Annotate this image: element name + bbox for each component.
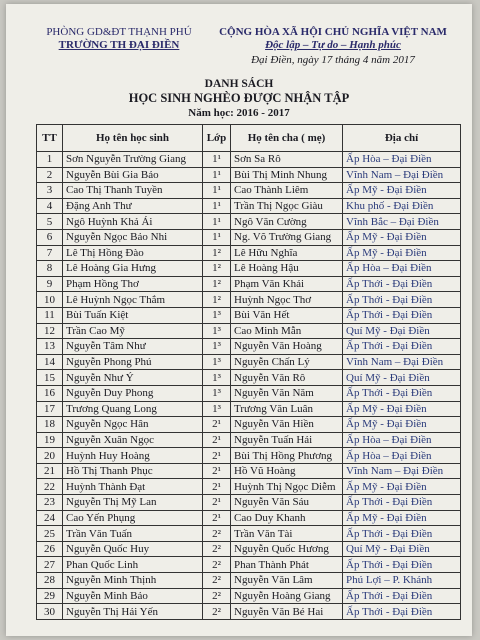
- class-name: 1¹: [203, 198, 231, 214]
- table-row: [37, 245, 461, 261]
- class-name: 1¹: [203, 214, 231, 230]
- parent-name: Nguyễn Tuấn Hải: [231, 432, 343, 448]
- table-row: [37, 198, 461, 214]
- address: Ấp Thới - Đại Điền: [343, 307, 461, 323]
- row-number: 1: [37, 152, 63, 168]
- table-row: [37, 588, 461, 604]
- student-name: Lê Hoàng Gia Hưng: [63, 261, 203, 277]
- parent-name: Cao Minh Mẫn: [231, 323, 343, 339]
- student-name: Nguyễn Minh Bảo: [63, 588, 203, 604]
- address: Ấp Thới - Đại Điền: [343, 526, 461, 542]
- table-row: [37, 385, 461, 401]
- table-row: [37, 510, 461, 526]
- row-number: 23: [37, 495, 63, 511]
- header-right: [202, 26, 464, 67]
- national-motto: Độc lập – Tự do – Hạnh phúc: [265, 39, 401, 51]
- table-header-row: [37, 125, 461, 152]
- parent-name: Nguyễn Quốc Hương: [231, 541, 343, 557]
- address: Khu phố - Đại Điền: [343, 198, 461, 214]
- table-row: [37, 307, 461, 323]
- row-number: 19: [37, 432, 63, 448]
- address: Vĩnh Nam – Đại Điền: [343, 463, 461, 479]
- class-name: 1³: [203, 385, 231, 401]
- table-row: [37, 495, 461, 511]
- col-header-student-name: Họ tên học sinh: [63, 125, 203, 152]
- class-name: 2¹: [203, 417, 231, 433]
- student-name: Nguyễn Xuân Ngọc: [63, 432, 203, 448]
- row-number: 14: [37, 354, 63, 370]
- table-row: [37, 604, 461, 620]
- address: Ấp Thới - Đại Điền: [343, 385, 461, 401]
- class-name: 2²: [203, 526, 231, 542]
- row-number: 24: [37, 510, 63, 526]
- table-row: [37, 229, 461, 245]
- parent-name: Nguyễn Văn Hiền: [231, 417, 343, 433]
- doc-title: DANH SÁCH: [204, 78, 274, 90]
- parent-name: Nguyễn Văn Rô: [231, 370, 343, 386]
- student-name: Nguyễn Ngọc Hân: [63, 417, 203, 433]
- student-name: Cao Thị Thanh Tuyền: [63, 183, 203, 199]
- table-row: [37, 354, 461, 370]
- row-number: 18: [37, 417, 63, 433]
- student-name: Huỳnh Thành Đạt: [63, 479, 203, 495]
- class-name: 2¹: [203, 479, 231, 495]
- student-name: Nguyễn Tâm Như: [63, 339, 203, 355]
- row-number: 16: [37, 385, 63, 401]
- student-name: Phan Quốc Linh: [63, 557, 203, 573]
- table-row: [37, 432, 461, 448]
- row-number: 5: [37, 214, 63, 230]
- parent-name: Bùi Thị Minh Nhung: [231, 167, 343, 183]
- row-number: 25: [37, 526, 63, 542]
- class-name: 2¹: [203, 463, 231, 479]
- row-number: 2: [37, 167, 63, 183]
- col-header-parent-name: Họ tên cha ( mẹ): [231, 125, 343, 152]
- table-row: [37, 214, 461, 230]
- table-row: [37, 557, 461, 573]
- table-row: [37, 183, 461, 199]
- row-number: 8: [37, 261, 63, 277]
- address: Vĩnh Nam – Đại Điền: [343, 354, 461, 370]
- address: Ấp Thới - Đại Điền: [343, 292, 461, 308]
- student-name: Ngô Huỳnh Khả Ái: [63, 214, 203, 230]
- student-name: Cao Yến Phụng: [63, 510, 203, 526]
- school-name: TRƯỜNG TH ĐẠI ĐIỀN: [58, 39, 180, 51]
- class-name: 2¹: [203, 495, 231, 511]
- parent-name: Cao Thành Liêm: [231, 183, 343, 199]
- row-number: 13: [37, 339, 63, 355]
- table-row: [37, 261, 461, 277]
- row-number: 9: [37, 276, 63, 292]
- class-name: 2¹: [203, 510, 231, 526]
- parent-name: Nguyễn Văn Năm: [231, 385, 343, 401]
- address: Quí Mỹ - Đại Điền: [343, 323, 461, 339]
- school-year: Năm học: 2016 - 2017: [188, 107, 290, 119]
- student-name: Lê Huỳnh Ngọc Thắm: [63, 292, 203, 308]
- address: Vĩnh Nam – Đại Điền: [343, 167, 461, 183]
- row-number: 29: [37, 588, 63, 604]
- address: Ấp Mỹ - Đại Điền: [343, 401, 461, 417]
- class-name: 1³: [203, 354, 231, 370]
- class-name: 1³: [203, 307, 231, 323]
- address: Ấp Thới - Đại Điền: [343, 557, 461, 573]
- parent-name: Cao Duy Khanh: [231, 510, 343, 526]
- col-header-address: Địa chỉ: [343, 125, 461, 152]
- class-name: 2²: [203, 557, 231, 573]
- table-row: [37, 448, 461, 464]
- table-row: [37, 401, 461, 417]
- address: Ấp Hòa – Đại Điền: [343, 152, 461, 168]
- parent-name: Nguyễn Văn Bé Hai: [231, 604, 343, 620]
- student-name: Hồ Thị Thanh Phục: [63, 463, 203, 479]
- row-number: 27: [37, 557, 63, 573]
- row-number: 11: [37, 307, 63, 323]
- class-name: 2²: [203, 541, 231, 557]
- address: Ấp Thới - Đại Điền: [343, 604, 461, 620]
- row-number: 17: [37, 401, 63, 417]
- parent-name: Bùi Văn Hết: [231, 307, 343, 323]
- parent-name: Phạm Văn Khải: [231, 276, 343, 292]
- parent-name: Ngô Văn Cường: [231, 214, 343, 230]
- student-name: Trần Cao Mỹ: [63, 323, 203, 339]
- parent-name: Trần Thị Ngọc Giàu: [231, 198, 343, 214]
- table-row: [37, 323, 461, 339]
- parent-name: Nguyễn Văn Lâm: [231, 573, 343, 589]
- address: Ấp Hòa – Đại Điền: [343, 448, 461, 464]
- table-row: [37, 573, 461, 589]
- student-table: [36, 124, 461, 620]
- col-header-class: Lớp: [203, 125, 231, 152]
- class-name: 1³: [203, 339, 231, 355]
- address: Quí Mỹ - Đại Điền: [343, 541, 461, 557]
- table-row: [37, 526, 461, 542]
- row-number: 26: [37, 541, 63, 557]
- row-number: 21: [37, 463, 63, 479]
- class-name: 1²: [203, 261, 231, 277]
- student-name: Nguyễn Duy Phong: [63, 385, 203, 401]
- parent-name: Nguyễn Hoàng Giang: [231, 588, 343, 604]
- class-name: 2²: [203, 588, 231, 604]
- address: Ấp Hòa – Đại Điền: [343, 261, 461, 277]
- student-name: Đặng Anh Thư: [63, 198, 203, 214]
- table-row: [37, 417, 461, 433]
- address: Ấp Thới - Đại Điền: [343, 495, 461, 511]
- class-name: 2¹: [203, 448, 231, 464]
- table-row: [37, 152, 461, 168]
- class-name: 2²: [203, 604, 231, 620]
- header-left: [34, 26, 204, 52]
- student-name: Bùi Tuấn Kiệt: [63, 307, 203, 323]
- address: Ấp Thới - Đại Điền: [343, 339, 461, 355]
- parent-name: Huỳnh Ngọc Thơ: [231, 292, 343, 308]
- student-name: Lê Thị Hồng Đào: [63, 245, 203, 261]
- student-name: Nguyễn Như Ý: [63, 370, 203, 386]
- address: Ấp Mỹ - Đại Điền: [343, 183, 461, 199]
- row-number: 30: [37, 604, 63, 620]
- row-number: 7: [37, 245, 63, 261]
- address: Ấp Thới - Đại Điền: [343, 588, 461, 604]
- address: Ấp Mỹ - Đại Điền: [343, 479, 461, 495]
- class-name: 1³: [203, 323, 231, 339]
- student-name: Trương Quang Long: [63, 401, 203, 417]
- table-row: [37, 370, 461, 386]
- class-name: 2¹: [203, 432, 231, 448]
- row-number: 3: [37, 183, 63, 199]
- student-name: Nguyễn Bùi Gia Bảo: [63, 167, 203, 183]
- student-name: Phạm Hồng Thơ: [63, 276, 203, 292]
- document-page: [6, 4, 472, 636]
- table-row: [37, 339, 461, 355]
- student-name: Nguyễn Quốc Huy: [63, 541, 203, 557]
- parent-name: Trần Văn Tài: [231, 526, 343, 542]
- nation-name: CỘNG HÒA XÃ HỘI CHỦ NGHĨA VIỆT NAM: [219, 26, 447, 38]
- address: Ấp Mỹ - Đại Điền: [343, 417, 461, 433]
- parent-name: Ng. Võ Trường Giang: [231, 229, 343, 245]
- address: Vĩnh Bắc – Đại Điền: [343, 214, 461, 230]
- student-name: Nguyễn Thị Hải Yến: [63, 604, 203, 620]
- address: Phú Lợi – P. Khánh: [343, 573, 461, 589]
- class-name: 1²: [203, 245, 231, 261]
- class-name: 1¹: [203, 167, 231, 183]
- table-row: [37, 276, 461, 292]
- parent-name: Lê Hữu Nghĩa: [231, 245, 343, 261]
- table-row: [37, 463, 461, 479]
- parent-name: Bùi Thị Hồng Phương: [231, 448, 343, 464]
- address: Quí Mỹ - Đại Điền: [343, 370, 461, 386]
- parent-name: Sơn Sa Rô: [231, 152, 343, 168]
- table-row: [37, 541, 461, 557]
- class-name: 1¹: [203, 229, 231, 245]
- row-number: 10: [37, 292, 63, 308]
- student-name: Sơn Nguyễn Trường Giang: [63, 152, 203, 168]
- row-number: 6: [37, 229, 63, 245]
- student-name: Huỳnh Huy Hoàng: [63, 448, 203, 464]
- class-name: 1³: [203, 401, 231, 417]
- row-number: 22: [37, 479, 63, 495]
- department-name: PHÒNG GD&ĐT THẠNH PHÚ: [46, 26, 192, 38]
- row-number: 4: [37, 198, 63, 214]
- address: Ấp Mỹ - Đại Điền: [343, 510, 461, 526]
- row-number: 15: [37, 370, 63, 386]
- parent-name: Nguyễn Văn Sáu: [231, 495, 343, 511]
- class-name: 1¹: [203, 152, 231, 168]
- document-date: Đại Điền, ngày 17 tháng 4 năm 2017: [251, 54, 415, 66]
- row-number: 12: [37, 323, 63, 339]
- student-name: Nguyễn Thị Mỹ Lan: [63, 495, 203, 511]
- student-name: Nguyễn Minh Thịnh: [63, 573, 203, 589]
- row-number: 28: [37, 573, 63, 589]
- parent-name: Phan Thành Phát: [231, 557, 343, 573]
- student-name: Trần Văn Tuấn: [63, 526, 203, 542]
- address: Ấp Mỹ - Đại Điền: [343, 229, 461, 245]
- parent-name: Hồ Vũ Hoàng: [231, 463, 343, 479]
- student-name: Nguyễn Phong Phú: [63, 354, 203, 370]
- student-name: Nguyễn Ngọc Bảo Nhi: [63, 229, 203, 245]
- class-name: 2²: [203, 573, 231, 589]
- address: Ấp Mỹ - Đại Điền: [343, 245, 461, 261]
- parent-name: Huỳnh Thị Ngọc Diễm: [231, 479, 343, 495]
- table-row: [37, 167, 461, 183]
- class-name: 1¹: [203, 183, 231, 199]
- class-name: 1²: [203, 276, 231, 292]
- class-name: 1³: [203, 370, 231, 386]
- parent-name: Lê Hoàng Hậu: [231, 261, 343, 277]
- address: Ấp Hòa – Đại Điền: [343, 432, 461, 448]
- parent-name: Nguyễn Chấn Lý: [231, 354, 343, 370]
- table-row: [37, 479, 461, 495]
- doc-subtitle: HỌC SINH NGHÈO ĐƯỢC NHẬN TẬP: [128, 91, 350, 105]
- address: Ấp Thới - Đại Điền: [343, 276, 461, 292]
- parent-name: Nguyễn Văn Hoàng: [231, 339, 343, 355]
- table-row: [37, 292, 461, 308]
- parent-name: Trương Văn Luân: [231, 401, 343, 417]
- class-name: 1²: [203, 292, 231, 308]
- row-number: 20: [37, 448, 63, 464]
- col-header-tt: TT: [37, 125, 63, 152]
